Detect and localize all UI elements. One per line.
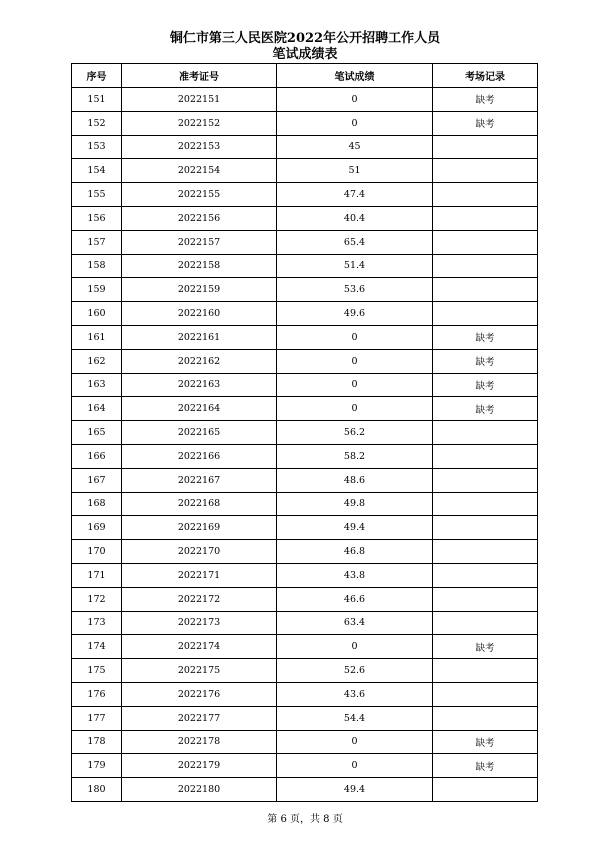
cell-score: 47.4: [277, 183, 433, 207]
table-row: [72, 254, 538, 278]
cell-note: [433, 206, 538, 230]
table-row: [72, 706, 538, 730]
cell-note: [433, 587, 538, 611]
cell-note: 缺考: [433, 88, 538, 112]
table-row: [72, 278, 538, 302]
cell-exam-id: 2022171: [122, 563, 277, 587]
cell-score: 48.6: [277, 468, 433, 492]
cell-note: [433, 468, 538, 492]
table-row: [72, 492, 538, 516]
table-row: [72, 325, 538, 349]
cell-no: 179: [72, 754, 122, 778]
column-header-score: 笔试成绩: [277, 64, 433, 88]
cell-score: 0: [277, 373, 433, 397]
cell-score: 0: [277, 754, 433, 778]
cell-no: 161: [72, 325, 122, 349]
cell-no: 170: [72, 540, 122, 564]
cell-note: [433, 706, 538, 730]
cell-exam-id: 2022157: [122, 230, 277, 254]
cell-note: 缺考: [433, 635, 538, 659]
cell-exam-id: 2022170: [122, 540, 277, 564]
cell-note: [433, 444, 538, 468]
cell-score: 0: [277, 325, 433, 349]
cell-score: 53.6: [277, 278, 433, 302]
cell-score: 56.2: [277, 421, 433, 445]
cell-exam-id: 2022156: [122, 206, 277, 230]
cell-score: 65.4: [277, 230, 433, 254]
table-row: [72, 540, 538, 564]
cell-score: 43.8: [277, 563, 433, 587]
cell-note: [433, 230, 538, 254]
cell-note: [433, 254, 538, 278]
cell-note: 缺考: [433, 397, 538, 421]
document-subtitle: 笔试成绩表: [272, 47, 338, 62]
cell-note: 缺考: [433, 754, 538, 778]
cell-note: [433, 563, 538, 587]
cell-exam-id: 2022154: [122, 159, 277, 183]
cell-score: 52.6: [277, 659, 433, 683]
cell-score: 0: [277, 635, 433, 659]
table-row: [72, 302, 538, 326]
cell-note: 缺考: [433, 111, 538, 135]
cell-exam-id: 2022175: [122, 659, 277, 683]
table-row: [72, 373, 538, 397]
cell-exam-id: 2022169: [122, 516, 277, 540]
cell-exam-id: 2022159: [122, 278, 277, 302]
table-row: [72, 421, 538, 445]
table-row: [72, 468, 538, 492]
cell-no: 173: [72, 611, 122, 635]
table-row: [72, 563, 538, 587]
table-header-row: [72, 64, 538, 88]
cell-score: 0: [277, 349, 433, 373]
table-row: [72, 444, 538, 468]
cell-score: 49.4: [277, 778, 433, 802]
cell-no: 169: [72, 516, 122, 540]
cell-score: 46.8: [277, 540, 433, 564]
cell-note: [433, 159, 538, 183]
cell-note: [433, 492, 538, 516]
cell-exam-id: 2022161: [122, 325, 277, 349]
cell-exam-id: 2022160: [122, 302, 277, 326]
cell-no: 175: [72, 659, 122, 683]
cell-score: 49.8: [277, 492, 433, 516]
cell-no: 151: [72, 88, 122, 112]
cell-score: 46.6: [277, 587, 433, 611]
page-footer: 第 6 页，共 8 页: [267, 814, 343, 825]
table-row: [72, 183, 538, 207]
cell-exam-id: 2022151: [122, 88, 277, 112]
cell-note: [433, 135, 538, 159]
cell-note: [433, 659, 538, 683]
cell-no: 171: [72, 563, 122, 587]
cell-score: 40.4: [277, 206, 433, 230]
cell-score: 51.4: [277, 254, 433, 278]
cell-no: 155: [72, 183, 122, 207]
cell-score: 0: [277, 730, 433, 754]
cell-exam-id: 2022176: [122, 682, 277, 706]
cell-exam-id: 2022172: [122, 587, 277, 611]
cell-no: 156: [72, 206, 122, 230]
table-body: [72, 88, 538, 802]
table-row: [72, 730, 538, 754]
table-row: [72, 635, 538, 659]
cell-score: 0: [277, 111, 433, 135]
cell-no: 157: [72, 230, 122, 254]
cell-note: [433, 611, 538, 635]
score-table: [71, 63, 538, 802]
table-row: [72, 230, 538, 254]
table-row: [72, 611, 538, 635]
cell-note: 缺考: [433, 730, 538, 754]
cell-no: 165: [72, 421, 122, 445]
cell-exam-id: 2022168: [122, 492, 277, 516]
cell-exam-id: 2022180: [122, 778, 277, 802]
cell-note: [433, 421, 538, 445]
cell-exam-id: 2022174: [122, 635, 277, 659]
table-row: [72, 135, 538, 159]
cell-note: [433, 183, 538, 207]
cell-no: 177: [72, 706, 122, 730]
cell-exam-id: 2022153: [122, 135, 277, 159]
cell-exam-id: 2022163: [122, 373, 277, 397]
cell-no: 158: [72, 254, 122, 278]
cell-no: 174: [72, 635, 122, 659]
cell-no: 163: [72, 373, 122, 397]
cell-exam-id: 2022158: [122, 254, 277, 278]
cell-note: [433, 540, 538, 564]
cell-no: 159: [72, 278, 122, 302]
cell-exam-id: 2022162: [122, 349, 277, 373]
table-row: [72, 206, 538, 230]
cell-score: 63.4: [277, 611, 433, 635]
cell-no: 172: [72, 587, 122, 611]
table-row: [72, 659, 538, 683]
cell-no: 162: [72, 349, 122, 373]
cell-exam-id: 2022177: [122, 706, 277, 730]
cell-exam-id: 2022155: [122, 183, 277, 207]
cell-note: [433, 778, 538, 802]
table-row: [72, 397, 538, 421]
table-row: [72, 587, 538, 611]
table-row: [72, 682, 538, 706]
cell-no: 168: [72, 492, 122, 516]
cell-score: 0: [277, 397, 433, 421]
cell-no: 164: [72, 397, 122, 421]
cell-no: 152: [72, 111, 122, 135]
cell-score: 51: [277, 159, 433, 183]
cell-note: 缺考: [433, 373, 538, 397]
cell-no: 166: [72, 444, 122, 468]
table-row: [72, 778, 538, 802]
cell-exam-id: 2022152: [122, 111, 277, 135]
cell-score: 49.4: [277, 516, 433, 540]
cell-score: 0: [277, 88, 433, 112]
cell-score: 54.4: [277, 706, 433, 730]
cell-no: 160: [72, 302, 122, 326]
column-header-exam-id: 准考证号: [122, 64, 277, 88]
column-header-no: 序号: [72, 64, 122, 88]
cell-no: 153: [72, 135, 122, 159]
cell-no: 154: [72, 159, 122, 183]
cell-note: 缺考: [433, 349, 538, 373]
cell-no: 180: [72, 778, 122, 802]
cell-no: 178: [72, 730, 122, 754]
table-row: [72, 516, 538, 540]
cell-exam-id: 2022167: [122, 468, 277, 492]
document-title: 铜仁市第三人民医院2022年公开招聘工作人员: [169, 31, 441, 46]
cell-score: 43.6: [277, 682, 433, 706]
cell-note: [433, 516, 538, 540]
cell-exam-id: 2022179: [122, 754, 277, 778]
cell-note: [433, 682, 538, 706]
cell-exam-id: 2022164: [122, 397, 277, 421]
cell-note: [433, 302, 538, 326]
cell-exam-id: 2022173: [122, 611, 277, 635]
cell-no: 167: [72, 468, 122, 492]
table-row: [72, 88, 538, 112]
cell-score: 45: [277, 135, 433, 159]
cell-exam-id: 2022166: [122, 444, 277, 468]
cell-note: [433, 278, 538, 302]
table-row: [72, 159, 538, 183]
table-row: [72, 754, 538, 778]
cell-score: 49.6: [277, 302, 433, 326]
cell-note: 缺考: [433, 325, 538, 349]
table-row: [72, 349, 538, 373]
cell-exam-id: 2022165: [122, 421, 277, 445]
column-header-note: 考场记录: [433, 64, 538, 88]
cell-no: 176: [72, 682, 122, 706]
table-row: [72, 111, 538, 135]
cell-exam-id: 2022178: [122, 730, 277, 754]
cell-score: 58.2: [277, 444, 433, 468]
